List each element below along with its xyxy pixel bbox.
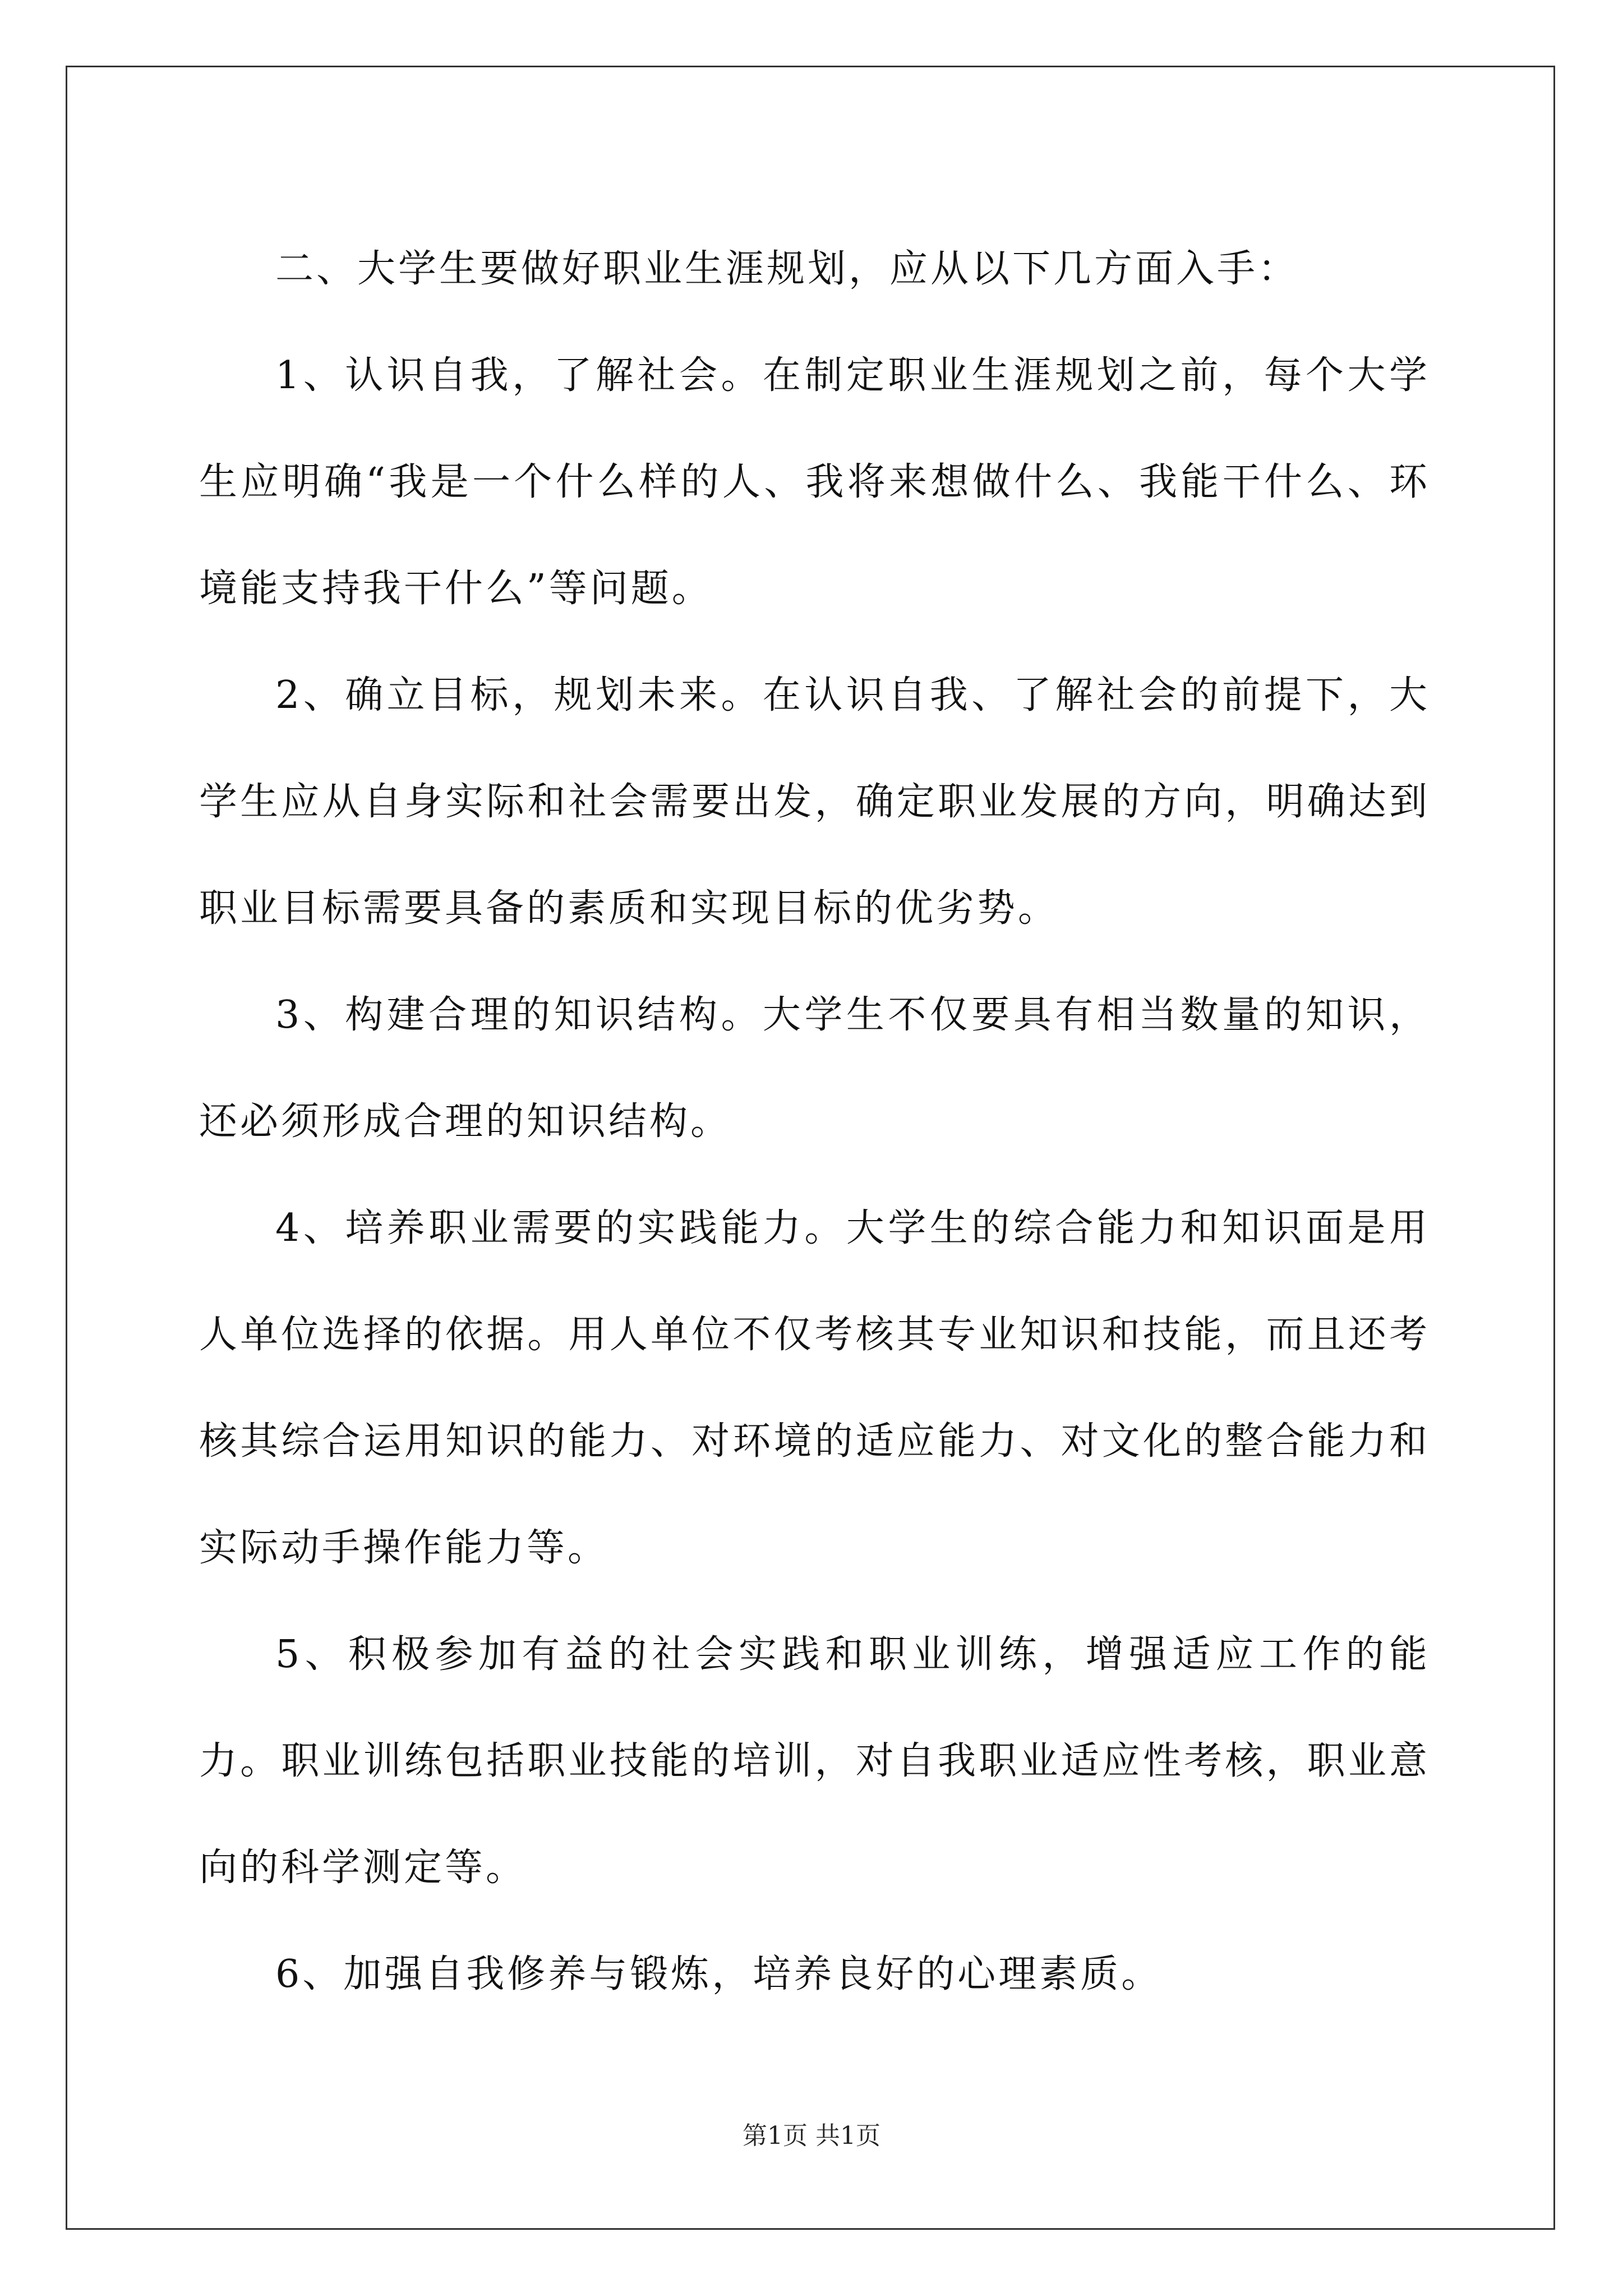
paragraph-2: 2、确立目标，规划未来。在认识自我、了解社会的前提下，大学生应从自身实际和社会需要出发，确定职业发展的方向，明确达到职业目标需要具备的素质和实现目标的优劣势。	[199, 673, 1430, 931]
paragraph-6: 6、加强自我修养与锻炼，培养良好的心理素质。	[275, 1952, 1163, 1996]
paragraph-5: 5、积极参加有益的社会实践和职业训练，增强适应工作的能力。职业训练包括职业技能的培训，对自我职业适应性考核，职业意向的科学测定等。	[199, 1632, 1430, 1890]
paragraph-1: 1、认识自我，了解社会。在制定职业生涯规划之前，每个大学生应明确“我是一个什么样的人、我将来想做什么、我能干什么、环境能支持我干什么”等问题。	[199, 353, 1430, 611]
document-body	[199, 216, 1430, 2028]
paragraph-3: 3、构建合理的知识结构。大学生不仅要具有相当数量的知识，还必须形成合理的知识结构。	[199, 993, 1430, 1144]
paragraph-heading: 二、大学生要做好职业生涯规划，应从以下几方面入手：	[275, 247, 1299, 291]
page-number-footer: 第1页 共1页	[743, 2122, 880, 2150]
paragraph-4: 4、培养职业需要的实践能力。大学生的综合能力和知识面是用人单位选择的依据。用人单位不仅考核其专业知识和技能，而且还考核其综合运用知识的能力、对环境的适应能力、对文化的整合能力和实际动手操作能力等。	[199, 1206, 1430, 1570]
